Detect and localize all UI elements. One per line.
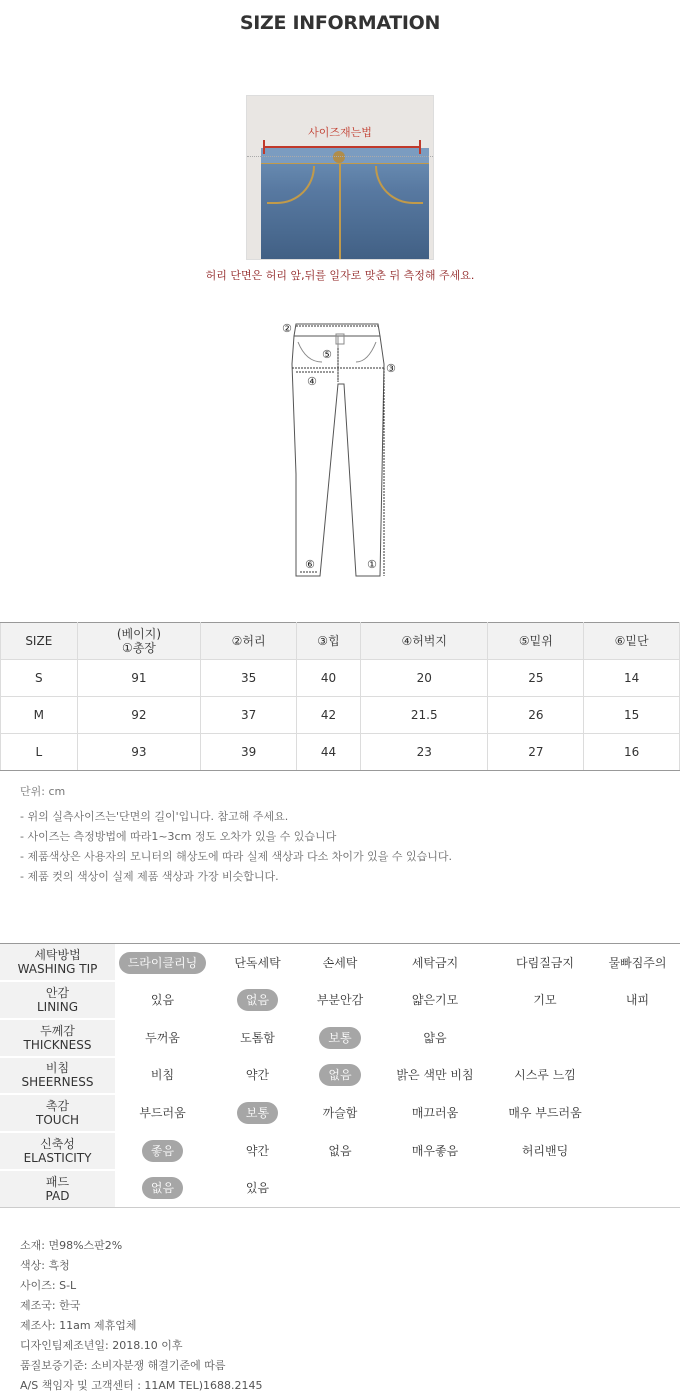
table-cell: 16 [584,734,680,771]
fabric-row [0,1019,680,1057]
fabric-option-cell [305,1132,375,1170]
fabric-option-cell [595,981,680,1019]
table-cell: 23 [360,734,488,771]
fabric-row [0,1132,680,1170]
fabric-option: 있음 [150,993,175,1008]
fabric-label-ko: 신축성 [40,1136,75,1151]
fabric-row-header [0,1132,115,1170]
waist-measure-line [263,146,421,148]
fabric-option-cell [375,1132,495,1170]
fabric-option: 부드러움 [139,1106,186,1121]
note-item: - 제품 컷의 색상이 실제 제품 색상과 가장 비슷합니다. [20,870,279,883]
fabric-label-en: THICKNESS [23,1037,92,1052]
marker-hip: ③ [386,362,396,375]
note-item: - 위의 실측사이즈는'단면의 길이'입니다. 참고해 주세요. [20,810,289,823]
fabric-option: 단독세탁 [234,955,281,970]
table-cell: 93 [77,734,201,771]
header-size: SIZE [1,623,78,660]
fabric-option: 손세탁 [322,955,358,970]
fabric-option: 밝은 색만 비침 [396,1068,474,1083]
table-cell: 15 [584,697,680,734]
fabric-option: 약간 [245,1143,270,1158]
header-length: (베이지) ①총장 [77,623,201,660]
fabric-label-en: TOUCH [36,1113,79,1128]
fabric-option-cell [305,1094,375,1132]
fabric-option: 시스루 느낌 [514,1068,576,1083]
fabric-option-cell [495,1019,595,1057]
fabric-option-cell [115,944,210,982]
fabric-option-cell [115,1057,210,1095]
table-cell: 20 [360,660,488,697]
fabric-option-cell [495,1094,595,1132]
fabric-label-ko: 촉감 [45,1099,70,1114]
fabric-option-selected: 보통 [319,1027,360,1049]
fabric-option: 매우좋음 [411,1143,459,1158]
fabric-option-cell [595,1019,680,1057]
spec-service: A/S 책임자 및 고객센터 : 11AM TEL)1688.2145 [20,1379,263,1392]
fabric-option-cell [210,1094,305,1132]
jeans-image [261,148,429,260]
fabric-option-cell [210,1170,305,1208]
fabric-label-en: SHEERNESS [21,1075,94,1090]
fabric-label-ko: 두께감 [40,1023,75,1038]
unit-label: 단위: cm [20,785,66,798]
fabric-option-selected: 좋음 [142,1140,183,1162]
table-cell: 40 [296,660,360,697]
fabric-row-header [0,1170,115,1208]
fabric-option: 기모 [533,993,557,1008]
fabric-row [0,1057,680,1095]
fabric-option: 내피 [625,993,650,1008]
header-rise: ⑤밑위 [488,623,584,660]
fabric-option-cell [210,981,305,1019]
table-cell: 44 [296,734,360,771]
marker-rise: ⑤ [322,348,332,361]
header-waist: ②허리 [201,623,297,660]
fabric-label-en: ELASTICITY [23,1150,92,1165]
fabric-option-cell [375,1094,495,1132]
fabric-option: 다림질금지 [516,955,574,970]
fabric-label-en: PAD [45,1188,70,1203]
fabric-option: 있음 [245,1181,270,1196]
measure-caption: 허리 단면은 허리 앞,뒤를 일자로 맞춘 뒤 측정해 주세요. [205,269,475,282]
fabric-option: 도톰함 [240,1030,275,1045]
table-cell: S [1,660,78,697]
fabric-option-cell [595,1170,680,1208]
fabric-option: 얇음 [423,1030,447,1045]
fabric-option: 물빠짐주의 [608,955,667,970]
table-cell: 35 [201,660,297,697]
pants-diagram [276,314,404,584]
fabric-option-selected: 보통 [237,1102,278,1124]
fabric-row-header [0,1019,115,1057]
fabric-option-selected: 없음 [237,989,278,1011]
fabric-option-cell [495,944,595,982]
fabric-option: 매끄러움 [411,1106,459,1121]
fabric-label-ko: 안감 [45,986,70,1001]
table-cell: 27 [488,734,584,771]
fabric-row [0,944,680,982]
fabric-option-cell [210,944,305,982]
fabric-option-cell [305,1019,375,1057]
fabric-row-header [0,981,115,1019]
table-cell: 26 [488,697,584,734]
table-row [1,660,680,697]
fabric-label-en: WASHING TIP [17,962,98,977]
fabric-label-ko: 비침 [45,1061,70,1076]
note-item: - 제품색상은 사용자의 모니터의 해상도에 따라 실제 색상과 다소 차이가 있을 수 있습니다. [20,850,452,863]
size-table [0,622,680,771]
header-hem: ⑥밑단 [584,623,680,660]
product-spec [20,1238,263,1398]
fabric-option-cell [210,1019,305,1057]
spec-date: 디자인팀제조년일: 2018.10 이후 [20,1339,183,1352]
fabric-option-cell [595,1094,680,1132]
fabric-option-cell [595,1057,680,1095]
spec-quality: 품질보증기준: 소비자분쟁 해결기준에 따름 [20,1359,226,1372]
header-hip: ③힙 [296,623,360,660]
fabric-option: 매우 부드러움 [508,1106,582,1121]
fabric-option: 두꺼움 [145,1030,180,1045]
fabric-option-cell [495,1132,595,1170]
fabric-row [0,1170,680,1208]
table-cell: 25 [488,660,584,697]
size-table-header [1,623,680,660]
marker-hem: ⑥ [305,558,315,571]
marker-waist: ② [282,322,292,335]
fabric-label-ko: 패드 [45,1174,70,1189]
fabric-option: 부분안감 [316,993,364,1008]
fabric-option-cell [305,981,375,1019]
spec-material: 소재: 면98%스판2% [20,1239,123,1252]
table-cell: 42 [296,697,360,734]
fabric-option-cell [115,1094,210,1132]
fabric-option: 없음 [328,1143,352,1158]
spec-color: 색상: 흑청 [20,1259,70,1272]
page-title: SIZE INFORMATION [239,12,441,34]
table-row [1,697,680,734]
table-cell: 21.5 [360,697,488,734]
photo-label: 사이즈재는법 [308,126,372,139]
table-cell: 14 [584,660,680,697]
fabric-option: 약간 [245,1068,270,1083]
measurement-photo [246,95,434,260]
fabric-option-selected: 없음 [319,1064,360,1086]
spec-size: 사이즈: S-L [20,1279,77,1292]
fabric-option-cell [210,1132,305,1170]
fabric-option-cell [115,1132,210,1170]
fabric-option-cell [375,1170,495,1208]
jeans-fly [339,164,341,260]
fabric-option-cell [305,944,375,982]
spec-maker: 제조사: 11am 제휴업체 [20,1319,137,1332]
fabric-option-cell [305,1057,375,1095]
fabric-row-header [0,1057,115,1095]
fabric-option-cell [115,981,210,1019]
marker-length: ① [367,558,377,571]
fabric-option-cell [495,1057,595,1095]
table-cell: 92 [77,697,201,734]
fabric-option-cell [375,1019,495,1057]
fabric-option-cell [375,1057,495,1095]
fabric-option: 허리밴딩 [521,1143,569,1158]
table-row [1,734,680,771]
fabric-option-selected: 드라이클리닝 [119,952,207,974]
fabric-option-cell [305,1170,375,1208]
fabric-label-en: LINING [36,1000,78,1015]
fabric-option-cell [595,1132,680,1170]
fabric-option-cell [595,944,680,982]
fabric-option-cell [115,1019,210,1057]
table-cell: 37 [201,697,297,734]
marker-thigh: ④ [307,375,317,388]
fabric-option: 얇은기모 [411,993,459,1008]
spec-country: 제조국: 한국 [20,1299,81,1312]
fabric-option: 세탁금지 [411,955,459,970]
fabric-row-header [0,1094,115,1132]
fabric-option: 비침 [150,1068,175,1083]
fabric-row [0,981,680,1019]
size-notes [20,810,452,890]
fabric-option-cell [375,981,495,1019]
measuring-tape [247,156,433,158]
fabric-row-header [0,944,115,982]
fabric-option-selected: 없음 [142,1177,183,1199]
fabric-option-cell [495,1170,595,1208]
table-cell: L [1,734,78,771]
header-thigh: ④허벅지 [360,623,488,660]
fabric-option-cell [495,981,595,1019]
fabric-option: 까슬함 [322,1106,358,1121]
fabric-label-ko: 세탁방법 [34,948,81,963]
table-cell: M [1,697,78,734]
fabric-option-cell [210,1057,305,1095]
fabric-info-table [0,943,680,1208]
note-item: - 사이즈는 측정방법에 따라1~3cm 정도 오차가 있을 수 있습니다 [20,830,337,843]
fabric-option-cell [115,1170,210,1208]
table-cell: 91 [77,660,201,697]
table-cell: 39 [201,734,297,771]
fabric-option-cell [375,944,495,982]
fabric-row [0,1094,680,1132]
